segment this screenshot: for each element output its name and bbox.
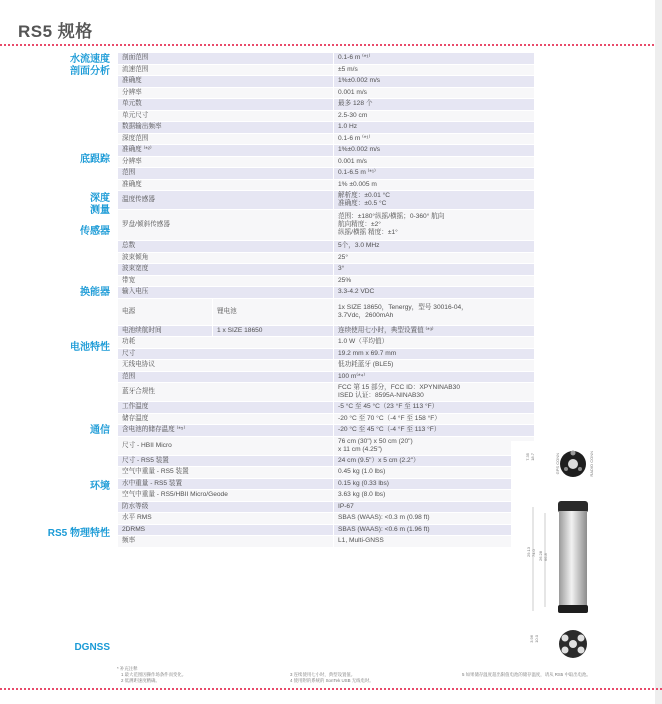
spec-value: 24 cm (9.5"）x 5 cm (2.2"） [334, 455, 535, 467]
spec-label: 水中重量 - RS5 装置 [118, 478, 334, 490]
table-row [118, 275, 535, 287]
spec-value: 0.001 m/s [334, 156, 535, 168]
spec-label: 准确度 [118, 179, 334, 191]
spec-label: 尺寸 - RS5 装置 [118, 455, 334, 467]
spec-sublabel: 锂电池 [213, 298, 334, 325]
spec-value: L1, Multi-GNSS [334, 536, 535, 548]
spec-label: 尺寸 [118, 348, 334, 360]
spec-value: -20 °C 至 70 °C（-4 °F 至 158 °F） [334, 413, 535, 425]
spec-label: 波束宽度 [118, 264, 334, 276]
table-row [118, 425, 535, 437]
spec-label: 电池续航时间 [118, 325, 213, 337]
spec-value: FCC 第 15 部分，FCC ID：XPYNINAB30 ISED 认证：8595A-NINAB30 [334, 383, 535, 402]
spec-label: 工作温度 [118, 402, 334, 414]
spec-value: 0.1-6.5 m ⁽*¹⁾ [334, 168, 535, 180]
spec-label: 罗盘/倾斜传感器 [118, 210, 334, 241]
spec-value: 0.1-6 m ⁽*¹⁾ [334, 133, 535, 145]
section-transducer: 换能器 [80, 287, 110, 298]
table-row [118, 455, 535, 467]
table-row [118, 210, 535, 241]
spec-value: 低功耗蓝牙 (BLE5) [334, 360, 535, 372]
spec-label: 功耗 [118, 337, 334, 349]
spec-label: 频率 [118, 536, 334, 548]
spec-value: -20 °C 至 45 °C（-4 °F 至 113 °F） [334, 425, 535, 437]
table-row [118, 325, 535, 337]
table-row [118, 413, 535, 425]
spec-value: 1.0 Hz [334, 122, 535, 134]
table-row [118, 524, 535, 536]
spec-value: 1% ±0.005 m [334, 179, 535, 191]
spec-label: 流速范围 [118, 64, 334, 76]
footnote-1: 1 最大范围因操作场条件而变化。 [121, 672, 187, 677]
table-row [118, 133, 535, 145]
footnote-5: 5 如果储存温度超出限值电池的储存温度，请从 RS5 中取出电池。 [462, 672, 591, 677]
table-row [118, 53, 535, 65]
bottom-dotted-divider [0, 688, 662, 690]
spec-label: 防水等级 [118, 501, 334, 513]
spec-value: 25% [334, 275, 535, 287]
spec-value: 25° [334, 252, 535, 264]
spec-label: 2DRMS [118, 524, 334, 536]
spec-label: 储存温度 [118, 413, 334, 425]
table-row [118, 501, 535, 513]
table-row [118, 156, 535, 168]
table-row [118, 122, 535, 134]
spec-value: 0.15 kg (0.33 lbs) [334, 478, 535, 490]
spec-value: 100 m⁽*⁴⁾ [334, 371, 535, 383]
spec-value: 0.45 kg (1.0 lbs) [334, 467, 535, 479]
bottom-dimension-caption: 3.96 10.0 [529, 635, 539, 643]
spec-value: 1%±0.002 m/s [334, 76, 535, 88]
table-row [118, 110, 535, 122]
right-edge-bar [655, 0, 662, 704]
spec-value: 连续使用七小时，典型设置值 ⁽*³⁾ [334, 325, 535, 337]
spec-value: -5 °C 至 45 °C（23 °F 至 113 °F） [334, 402, 535, 414]
table-row [118, 467, 535, 479]
spec-label: 单元尺寸 [118, 110, 334, 122]
spec-value: 1%±0.002 m/s [334, 145, 535, 157]
spec-label: 深度范围 [118, 133, 334, 145]
spec-value: 范围：±180°纵摇/横摇；0-360° 航向 航向精度：±2° 纵摇/横摇 精度：±1° [334, 210, 535, 241]
table-row [118, 348, 535, 360]
spec-label: 温度传感器 [118, 191, 334, 210]
spec-label: 空气中重量 - RS5/HBII Micro/Geode [118, 490, 334, 502]
footnote-heading: * 补充注释 [117, 666, 138, 671]
table-row [118, 64, 535, 76]
device-illustration [511, 441, 653, 665]
table-row [118, 536, 535, 548]
gps-conn-label: GPS CONN [555, 453, 560, 475]
section-environment: 环境 [90, 481, 110, 492]
section-depth: 深度 测量 [90, 193, 110, 216]
table-row [118, 99, 535, 111]
table-row [118, 87, 535, 99]
top-dimension-caption: 7.35 18.7 [525, 453, 535, 461]
spec-label: 单元数 [118, 99, 334, 111]
section-dgnss: DGNSS [74, 642, 110, 653]
table-row [118, 241, 535, 253]
spec-value: SBAS (WAAS): <0.3 m (0.98 ft) [334, 513, 535, 525]
section-water-profiling: 水流速度 剖面分析 [70, 54, 110, 77]
table-row [118, 287, 535, 299]
radio-conn-label: RADIO CONN [589, 451, 594, 477]
spec-value: 1.0 W（平均值） [334, 337, 535, 349]
spec-label: 带宽 [118, 275, 334, 287]
table-row [118, 264, 535, 276]
spec-sublabel: 1 x SIZE 18650 [213, 325, 334, 337]
spec-value: 1x SIZE 18650，Tenergy，型号 30016-04， 3.7Vdc，2600mAh [334, 298, 535, 325]
table-row [118, 436, 535, 455]
spec-label: 范围 [118, 168, 334, 180]
spec-value: 最多 128 个 [334, 99, 535, 111]
top-dotted-divider [0, 44, 662, 46]
spec-label: 数据输出频率 [118, 122, 334, 134]
spec-label: 无线电协议 [118, 360, 334, 372]
table-row [118, 191, 535, 210]
spec-table [117, 52, 535, 548]
spec-label: 准确度 ⁽*²⁾ [118, 145, 334, 157]
footnote-2: 2 低测距速度精确。 [121, 678, 160, 683]
spec-value: IP-67 [334, 501, 535, 513]
table-row [118, 513, 535, 525]
spec-value: 3° [334, 264, 535, 276]
side-dimension-caption: 29.13 74.0 [526, 547, 536, 558]
spec-value: 解析度：±0.01 °C 准确度：±0.5 °C [334, 191, 535, 210]
spec-label: 含电池的储存温度 ⁽*⁵⁾ [118, 425, 334, 437]
side-dimension-caption-2: 26.28 66.8 [538, 551, 548, 562]
spec-label: 尺寸 - HBII Micro [118, 436, 334, 455]
spec-label: 波束倾角 [118, 252, 334, 264]
table-row [118, 360, 535, 372]
spec-label: 水平 RMS [118, 513, 334, 525]
spec-label: 分辨率 [118, 87, 334, 99]
spec-label: 空气中重量 - RS5 装置 [118, 467, 334, 479]
spec-value: SBAS (WAAS): <0.6 m (1.96 ft) [334, 524, 535, 536]
page-title: RS5 规格 [18, 22, 93, 41]
spec-label: 准确度 [118, 76, 334, 88]
spec-value: 19.2 mm x 69.7 mm [334, 348, 535, 360]
section-battery: 电池特性 [70, 342, 110, 353]
spec-label: 范围 [118, 371, 334, 383]
section-rs5-physical: RS5 物理特性 [47, 528, 110, 539]
section-sensors: 传感器 [80, 226, 110, 237]
table-row [118, 383, 535, 402]
table-row [118, 298, 535, 325]
table-row [118, 490, 535, 502]
table-row [118, 179, 535, 191]
spec-value: ±5 m/s [334, 64, 535, 76]
section-communication: 通信 [90, 425, 110, 436]
section-bottom-track: 底跟踪 [80, 154, 110, 165]
spec-label: 输入电压 [118, 287, 334, 299]
spec-value: 0.001 m/s [334, 87, 535, 99]
table-row [118, 478, 535, 490]
table-row [118, 337, 535, 349]
footnote-4: 4 使用附的系统的 SonTek USB 无线电时。 [290, 678, 374, 683]
spec-value: 3.63 kg (8.0 lbs) [334, 490, 535, 502]
table-row [118, 76, 535, 88]
spec-value: 5个，3.0 MHz [334, 241, 535, 253]
spec-value: 2.5-30 cm [334, 110, 535, 122]
table-row [118, 402, 535, 414]
spec-value: 0.1-6 m ⁽*¹⁾ [334, 53, 535, 65]
spec-label: 电源 [118, 298, 213, 325]
table-row [118, 252, 535, 264]
spec-value: 3.3-4.2 VDC [334, 287, 535, 299]
table-row [118, 371, 535, 383]
spec-label: 分辨率 [118, 156, 334, 168]
table-row [118, 145, 535, 157]
spec-label: 蓝牙合规性 [118, 383, 334, 402]
spec-value: 76 cm (30") x 50 cm (20") x 11 cm (4.25") [334, 436, 535, 455]
spec-label: 总数 [118, 241, 334, 253]
spec-label: 剖面范围 [118, 53, 334, 65]
table-row [118, 168, 535, 180]
footnote-3: 3 连续使用七小时，典型设置值。 [290, 672, 356, 677]
